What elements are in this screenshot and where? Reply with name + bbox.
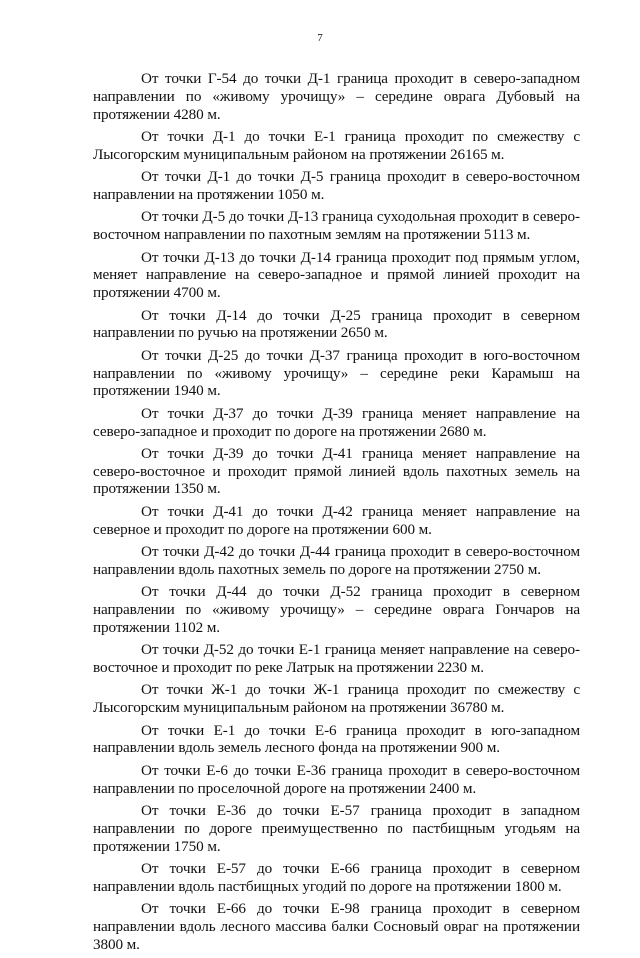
paragraph: От точки Д-42 до точки Д-44 граница проходит в северо-восточном направлении вдоль пахотных земель по дороге на протяжении 2750 м. xyxy=(93,543,580,578)
paragraph: От точки Д-52 до точки Е-1 граница меняет направление на северо-восточное и проходит по реке Латрык на протяжении 2230 м. xyxy=(93,641,580,677)
paragraph: От точки Д-44 до точки Д-52 граница проходит в северном направлении по «живому урочищу» – середине оврага Гончаров на протяжении 1102 м. xyxy=(93,583,580,636)
paragraph: От точки Д-14 до точки Д-25 граница проходит в северном направлении по ручью на протяжении 2650 м. xyxy=(93,306,580,342)
paragraph: От точки Ж-1 до точки Ж-1 граница проходит по смежеству с Лысогорским муниципальным районом на протяжении 36780 м. xyxy=(93,681,580,717)
paragraph: От точки Г-54 до точки Д-1 граница проходит в северо-западном направлении по «живому урочищу» – середине оврага Дубовый на протяжении 4280 м. xyxy=(93,70,580,123)
paragraph: От точки Е-57 до точки Е-66 граница проходит в северном направлении вдоль пастбищных угодий по дороге на протяжении 1800 м. xyxy=(93,859,580,895)
paragraph: От точки Е-1 до точки Е-6 граница проходит в юго-западном направлении вдоль земель лесного фонда на протяжении 900 м. xyxy=(93,721,580,757)
paragraph: От точки Д-1 до точки Д-5 граница проходит в северо-восточном направлении на протяжении 1050 м. xyxy=(93,168,580,203)
paragraph: От точки Е-66 до точки Е-98 граница проходит в северном направлении вдоль лесного массива балки Сосновый овраг на протяжении 3800 м. xyxy=(93,900,580,953)
paragraph: От точки Д-39 до точки Д-41 граница меняет направление на северо-восточное и проходит прямой линией вдоль пахотных земель на протяжении 1350 м. xyxy=(93,444,580,498)
page-number: 7 xyxy=(317,32,323,44)
paragraph: От точки Е-6 до точки Е-36 граница проходит в северо-восточном направлении по проселочной дороге на протяжении 2400 м. xyxy=(93,761,580,797)
paragraph: От точки Д-25 до точки Д-37 граница проходит в юго-восточном направлении по «живому урочищу» – середине реки Карамыш на протяжении 1940 м. xyxy=(93,346,580,400)
paragraph: От точки Д-1 до точки Е-1 граница проходит по смежеству с Лысогорским муниципальным районом на протяжении 26165 м. xyxy=(93,127,580,163)
document-body xyxy=(93,70,580,958)
paragraph: От точки Е-36 до точки Е-57 граница проходит в западном направлении по дороге преимущественно по пастбищным угодьям на протяжении 1750 м. xyxy=(93,801,580,855)
paragraph: От точки Д-37 до точки Д-39 граница меняет направление на северо-западное и проходит по дороге на протяжении 2680 м. xyxy=(93,404,580,440)
paragraph: От точки Д-13 до точки Д-14 граница проходит под прямым углом, меняет направление на северо-западное и прямой линией проходит на протяжении 4700 м. xyxy=(93,248,580,302)
paragraph: От точки Д-5 до точки Д-13 граница суходольная проходит в северо-восточном направлении по пахотным землям на протяжении 5113 м. xyxy=(93,208,580,244)
paragraph: От точки Д-41 до точки Д-42 граница меняет направление на северное и проходит по дороге на протяжении 600 м. xyxy=(93,502,580,538)
